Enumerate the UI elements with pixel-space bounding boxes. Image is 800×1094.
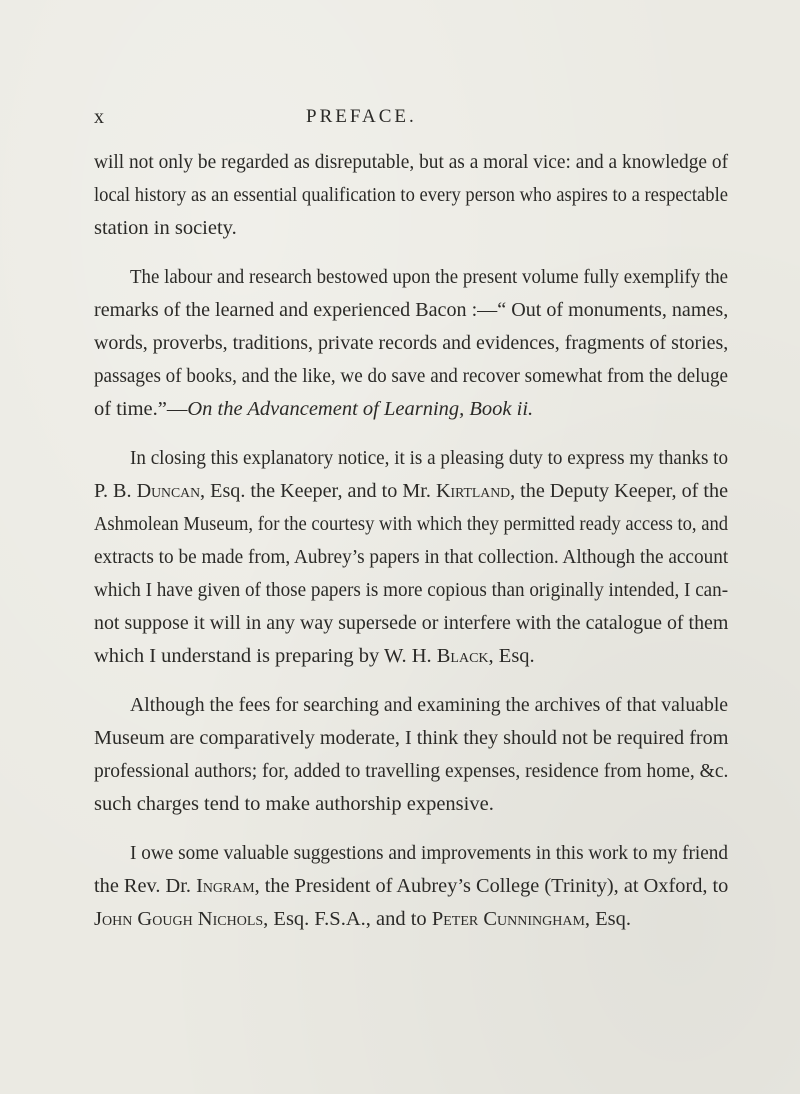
- text-run: which I understand is preparing by W. H.: [94, 645, 437, 667]
- text-run: the Rev. Dr.: [94, 875, 197, 897]
- text-line: local history as an essential qualification to every person who aspires to a respectable: [94, 184, 728, 206]
- text-line: extracts to be made from, Aubrey’s papers in that collection. Although the account: [94, 546, 729, 568]
- person-name: John Gough Nichols: [94, 908, 264, 930]
- text-line: will not only be regarded as disreputable, but as a moral vice: and a knowledge of: [94, 151, 729, 173]
- text-line: [94, 397, 728, 421]
- person-name: Kirtland: [435, 480, 511, 502]
- text-line: professional authors; for, added to travelling expenses, residence from home, &c.: [94, 760, 729, 782]
- page-number: x: [94, 106, 105, 128]
- text-run: P. B.: [94, 480, 137, 502]
- person-name: Peter Cunningham: [431, 908, 585, 930]
- text-line: [94, 907, 728, 931]
- text-line: Although the fees for searching and examining the archives of that valuable: [130, 694, 729, 716]
- text-run: , Esq.: [488, 645, 535, 667]
- text-line: [94, 479, 728, 503]
- text-line: words, proverbs, traditions, private records and evidences, fragments of stories,: [94, 332, 729, 354]
- text-line: I owe some valuable suggestions and improvements in this work to my friend: [130, 842, 729, 864]
- text-run: , Esq. the Keeper, and to Mr.: [200, 480, 436, 502]
- text-line: which I have given of those papers is more copious than originally intended, I can-: [94, 579, 729, 601]
- text-line: Museum are comparatively moderate, I think they should not be required from: [94, 727, 729, 749]
- citation: On the Advancement of Learning, Book ii.: [187, 398, 534, 420]
- text-line: The labour and research bestowed upon the present volume fully exemplify the: [130, 266, 728, 288]
- person-name: Duncan: [136, 480, 201, 502]
- person-name: Ingram: [196, 875, 255, 897]
- text-line: passages of books, and the like, we do save and recover somewhat from the deluge: [94, 365, 729, 387]
- text-run: , the President of Aubrey’s College (Trinity), at Oxford, to: [254, 875, 729, 897]
- text-line: [94, 644, 728, 668]
- running-head: PREFACE.: [306, 106, 417, 127]
- text-run: , Esq.: [584, 908, 632, 930]
- text-line: In closing this explanatory notice, it is a pleasing duty to express my thanks to: [130, 447, 729, 469]
- text-line: such charges tend to make authorship expensive.: [94, 793, 494, 815]
- text-line: [94, 874, 728, 898]
- text-run: , Esq. F.S.A., and to: [263, 908, 432, 930]
- person-name: Black: [436, 645, 489, 667]
- text-line: remarks of the learned and experienced Bacon :—“ Out of monuments, names,: [94, 299, 729, 321]
- text-line: Ashmolean Museum, for the courtesy with which they permitted ready access to, and: [94, 513, 729, 535]
- text-line: not suppose it will in any way supersede or interfere with the catalogue of them: [94, 612, 729, 634]
- text-run: , the Deputy Keeper, of the: [510, 480, 729, 502]
- text-line: station in society.: [94, 217, 237, 239]
- text-run: of time.”—: [94, 398, 188, 420]
